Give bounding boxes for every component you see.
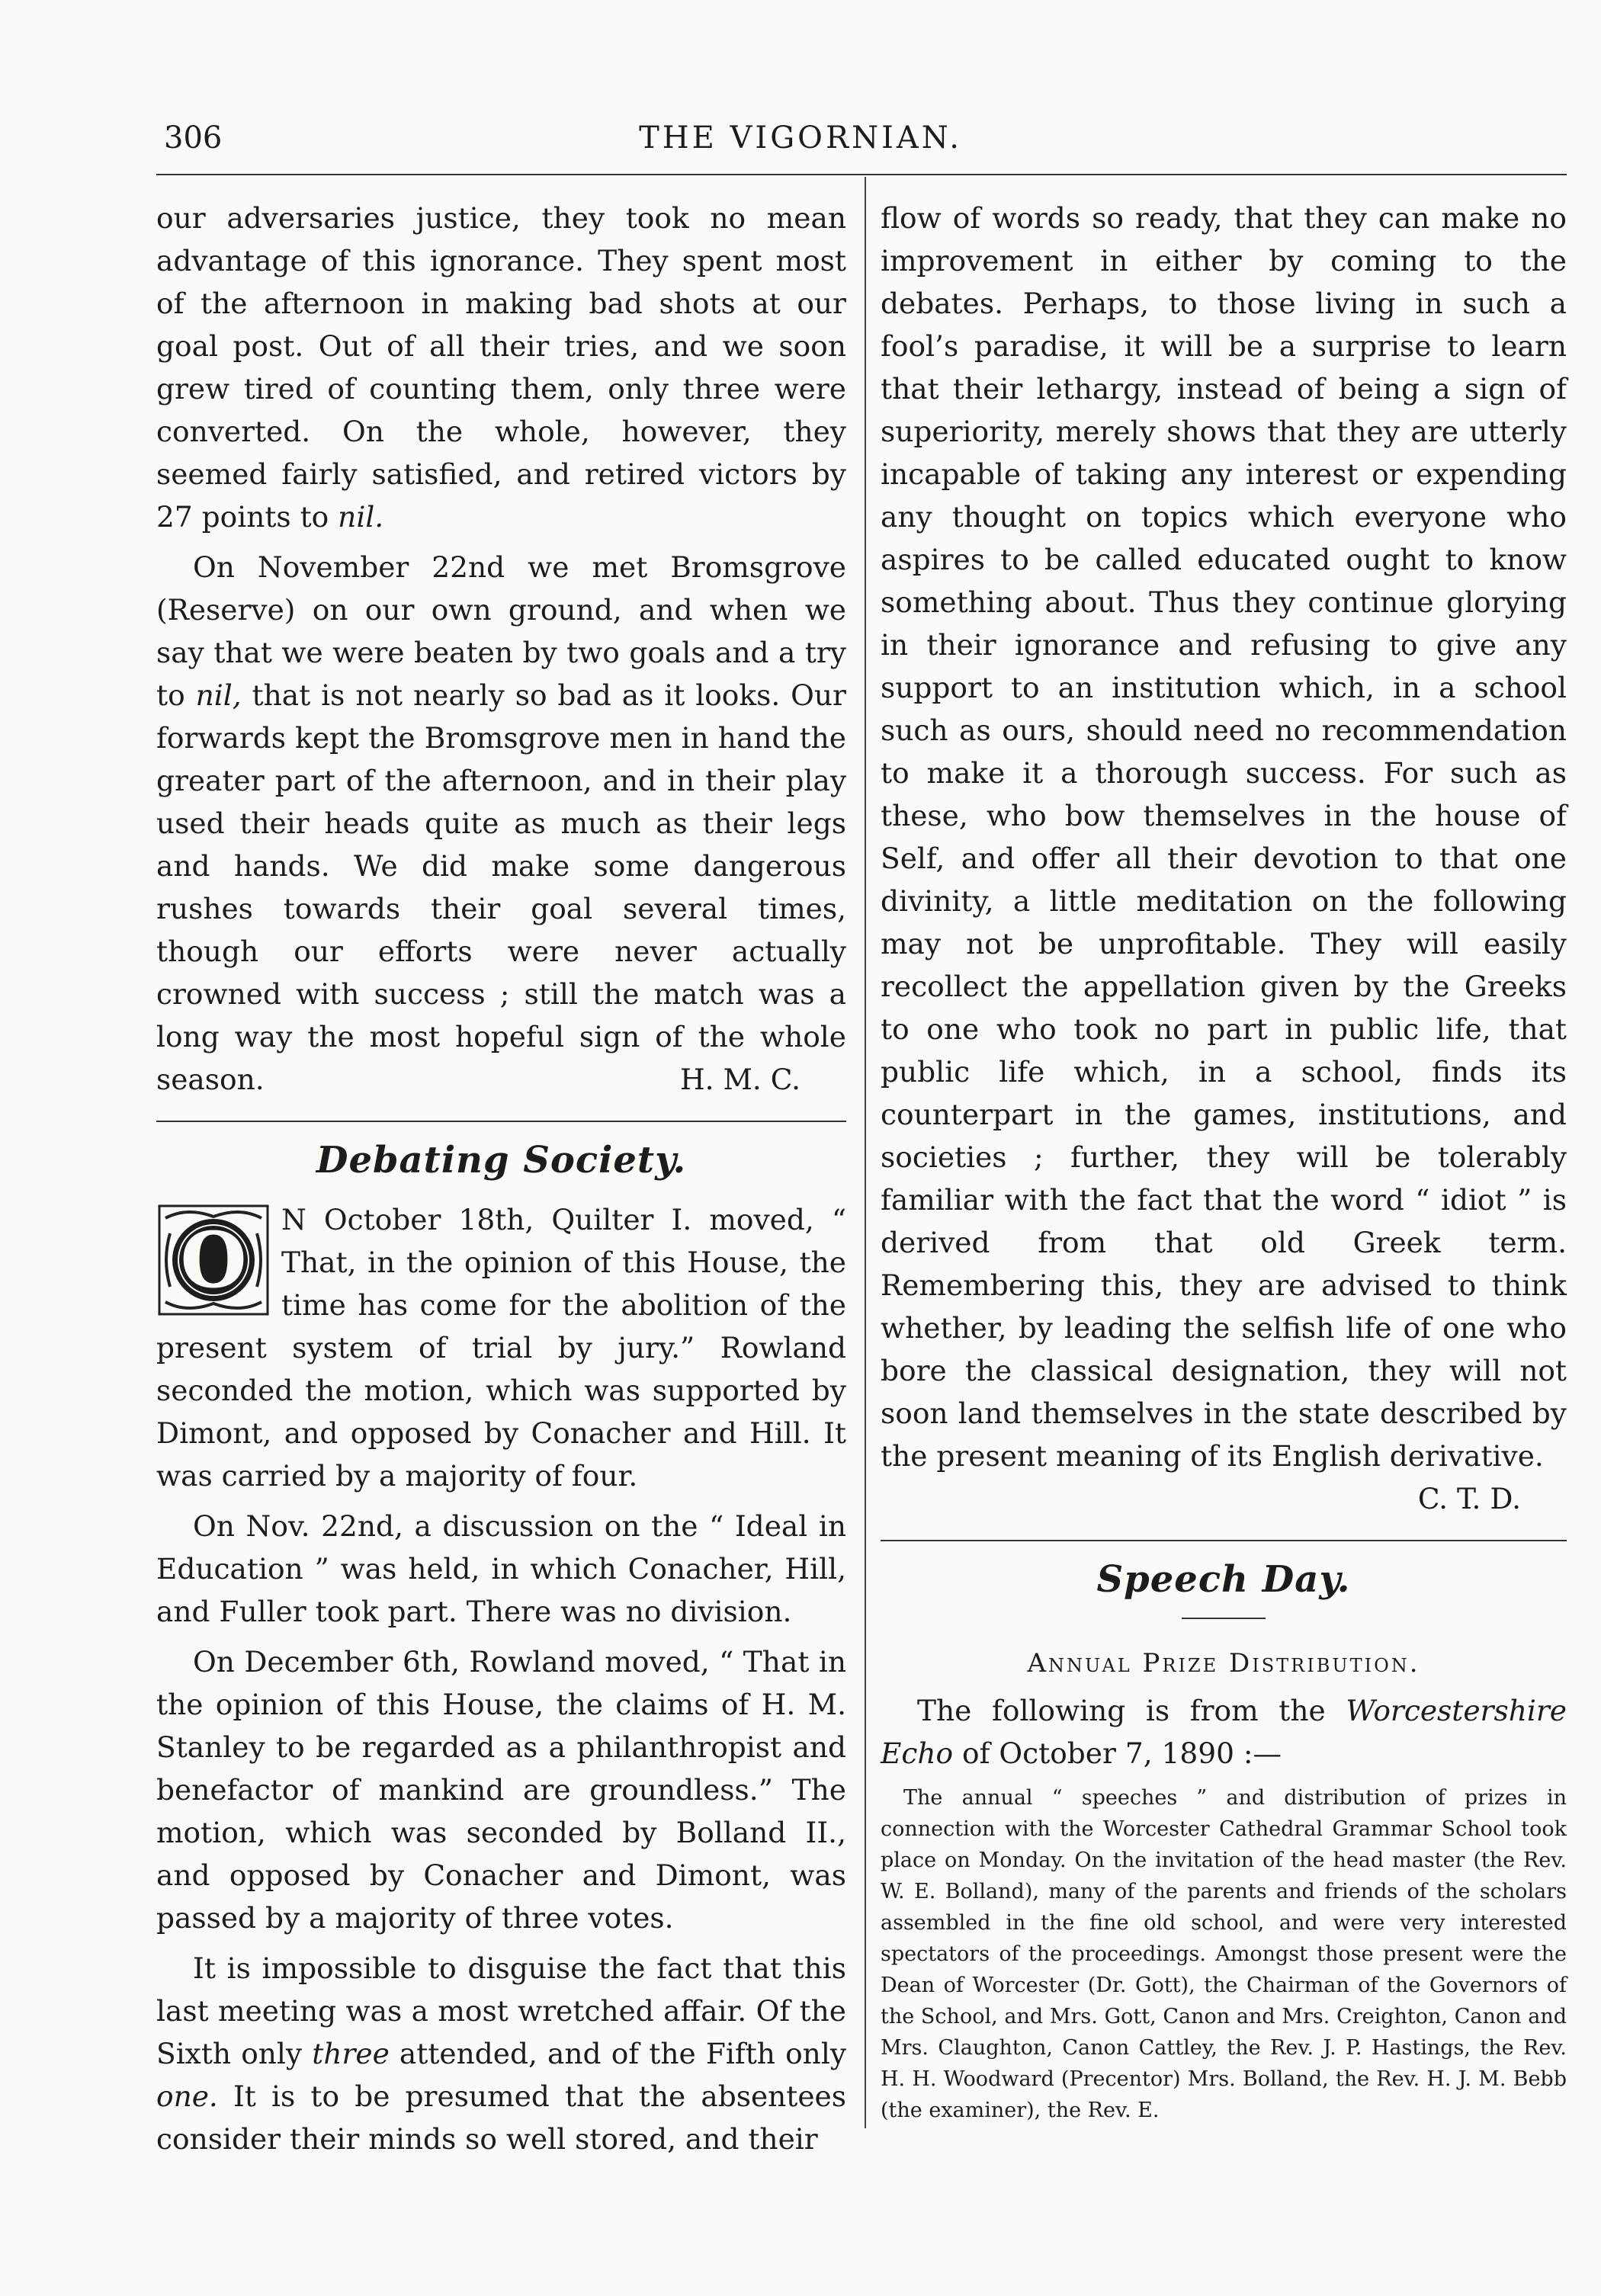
speech-day-report-paragraph: The annual “ speeches ” and distribution of prizes in connection with the Worcester Cathedral Grammar School took place on Monday. On the invitation of the head master (the Rev. W. E. Bolland), many of the parents and friends of the scholars assembled in the fine old school, and were very interested spectators of the proceedings. Amongst those present were the Dean of Worcester (Dr. Gott), the Chairman of the Governors of the School, and Mrs. Gott, Canon and Mrs. Creighton, Canon and Mrs. Claughton, Canon Cattley, the Rev. J. P. Hastings, the Rev. H. H. Woodward (Precentor) Mrs. Bolland, the Rev. H. J. M. Bebb (the examiner), the Rev. E. (881, 1786, 1567, 2122)
debate-oct-18-paragraph: O N October 18th, Quilter I. moved, “ That, in the opinion of this House, the time has come for the abolition of the present system of trial by jury.” Rowland seconded the motion, which was supported by Dimont, and opposed by Conacher and Hill. It was carried by a majority of four. (156, 1203, 846, 1493)
section-rule (156, 1121, 846, 1122)
right-column (881, 197, 1567, 2126)
section-rule (881, 1540, 1567, 1541)
football-report-paragraph: our adversaries justice, they took no mean advantage of this ignorance. They spent most of the afternoon in making bad shots at our goal post. Out of all their tries, and we soon grew tired of counting them, only three were converted. On the whole, however, they seemed fairly satisfied, and retired victors by 27 points to nil. (156, 201, 846, 534)
signature-hmc: H. M. C. (679, 1063, 800, 1096)
speech-day-heading: Speech Day. (1096, 1558, 1351, 1601)
debate-dec-6-paragraph: On December 6th, Rowland moved, “ That in the opinion of this House, the claims of H. M. Stanley to be regarded as a philanthropist and benefactor of mankind are groundless.” The motion, which was seconded by Bolland II., and opposed by Conacher and Dimont, was passed by a majority of three votes. (156, 1645, 846, 1935)
signature-ctd: C. T. D. (1417, 1482, 1521, 1515)
debate-commentary-paragraph: It is impossible to disguise the fact that this last meeting was a most wretched affair. Of the Sixth only three attended, and of the Fifth only one. It is to be presumed that the absentees consider their minds so well stored, and their (156, 1951, 846, 2156)
page-title: THE VIGORNIAN. (639, 120, 962, 156)
echo-intro-paragraph: The following is from the Worcestershire Echo of October 7, 1890 :— (881, 1694, 1567, 1770)
ornamental-dropcap: O (156, 1203, 271, 1317)
debate-nov-22-paragraph: On Nov. 22nd, a discussion on the “ Ideal in Education ” was held, in which Conacher, Hill, and Fuller took part. There was no division. (156, 1509, 846, 1628)
header-rule (156, 174, 1567, 175)
annual-prize-distribution-subheading: Annual Prize Distribution. (1027, 1648, 1420, 1679)
debating-society-heading: Debating Society. (316, 1139, 687, 1182)
left-column (156, 197, 846, 2160)
short-rule (1182, 1618, 1266, 1619)
column-divider (865, 177, 866, 2128)
debate-continuation-paragraph: flow of words so ready, that they can make no improvement in either by coming to the debates. Perhaps, to those living in such a fool’s paradise, it will be a surprise to learn that their lethargy, instead of being a sign of superiority, merely shows that they are utterly incapable of taking any interest or expending any thought on topics which everyone who aspires to be called educated ought to know something about. Thus they continue glorying in their ignorance and refusing to give any support to an institution which, in a school such as ours, should need no recommendation to make it a thorough success. For such as these, who bow themselves in the house of Self, and offer all their devotion to that one divinity, a little meditation on the following may not be unprofitable. They will easily recollect the appellation given by the Greeks to one who took no part in public life, that public life which, in a school, finds its counterpart in the games, institutions, and societies ; further, they will be tolerably familiar with the fact that the word “ idiot ” is derived from that old Greek term. Remembering this, they are advised to think whether, by leading the selfish life of one who bore the classical designation, they will not soon land themselves in the state described by the present meaning of its English derivative. (881, 201, 1567, 1473)
page-number: 306 (164, 120, 223, 156)
bromsgrove-match-paragraph: On November 22nd we met Bromsgrove (Reserve) on our own ground, and when we say that we were beaten by two goals and a try to nil, that is not nearly so bad as it looks. Our forwards kept the Bromsgrove men in hand the greater part of the afternoon, and in their play used their heads quite as much as their legs and hands. We did make some dangerous rushes towards their goal several times, though our efforts were never actually crowned with success ; still the match was a long way the most hopeful sign of the whole season. H. M. C. (156, 546, 846, 1101)
